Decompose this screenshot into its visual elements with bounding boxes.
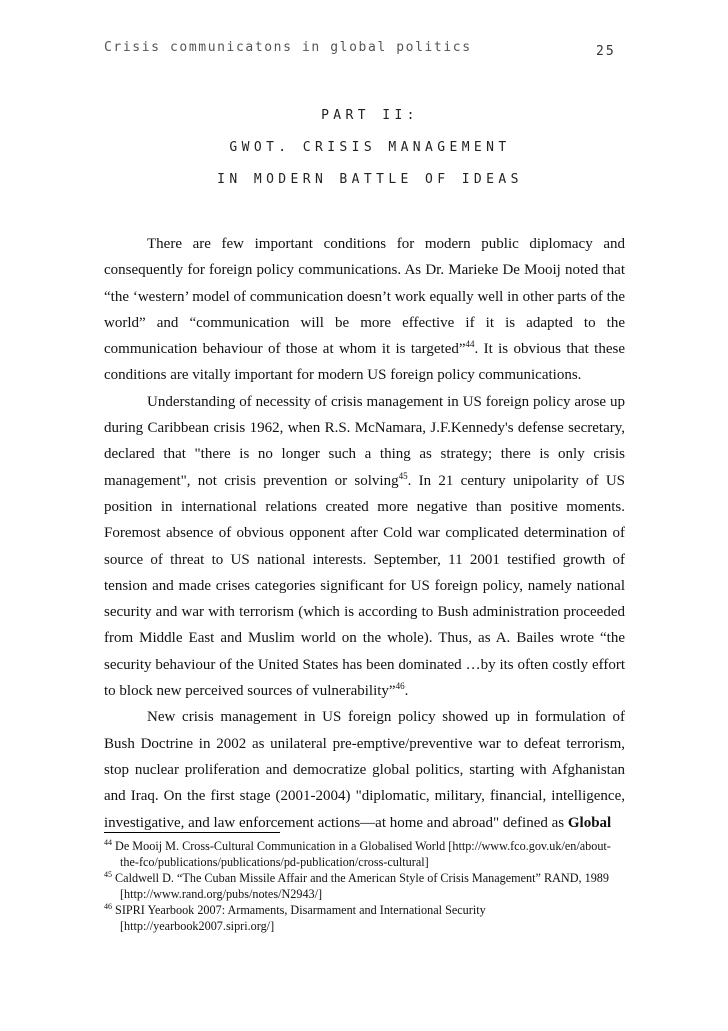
footnote-ref-45[interactable]: 45 xyxy=(398,470,408,481)
paragraph-text: . It is obvious that these conditions are vitally important for modern US foreign policy communications. xyxy=(104,341,625,384)
footnote-ref-44[interactable]: 44 xyxy=(465,339,475,350)
paragraph-text: New crisis management in US foreign policy showed up in formulation of Bush Doctrine in 2002 as unilateral pre-emptive/preventive war to defeat terrorism, stop nuclear proliferation and democratize global politics, starting with Afghanistan and Iraq. On the first stage (2001-2004) "diplomatic, military, financial, intelligence, investigative, and law enforcement actions—at home and abroad" defined as xyxy=(104,709,625,831)
bold-term: Global xyxy=(567,814,612,831)
footnote-text: SIPRI Yearbook 2007: Armaments, Disarmament and International Security [http://yearbook2007.sipri.org/] xyxy=(112,903,486,933)
part-heading: PART II: xyxy=(321,108,419,123)
paragraph-text: Understanding of necessity of crisis management in US foreign policy arose up during Caribbean crisis 1962, when R.S. McNamara, J.F.Kennedy's defense secretary, declared that "there is no longer such a thing as strategy; there is only crisis management", not crisis prevention or solving xyxy=(104,393,625,489)
paragraph-3 xyxy=(104,704,625,835)
body-text xyxy=(104,231,625,836)
footnote-46 xyxy=(104,902,628,934)
footnote-text: De Mooij M. Cross-Cultural Communication in a Globalised World [http://www.fco.gov.uk/en/about-the-fco/publications/publications/pd-publication/cross-cultural] xyxy=(112,839,611,869)
footnote-ref-46[interactable]: 46 xyxy=(395,681,405,692)
footnotes xyxy=(104,838,628,934)
chapter-title-line-2: IN MODERN BATTLE OF IDEAS xyxy=(217,172,523,187)
footnote-text: Caldwell D. “The Cuban Missile Affair and the American Style of Crisis Management” RAND, 1989 [http://www.rand.org/pubs/notes/N2943/] xyxy=(112,871,609,901)
footnote-number: 46 xyxy=(104,901,112,911)
paragraph-text: There are few important conditions for modern public diplomacy and consequently for foreign policy communications. As Dr. Marieke De Mooij noted that “the ‘western’ model of communication doesn’t work equally well in other parts of the world” and “communication will be more effective if it is adapted to the communication behaviour of those at whom it is targeted” xyxy=(104,236,625,358)
footnote-number: 44 xyxy=(104,837,112,847)
running-header: Crisis communicatons in global politics xyxy=(104,40,472,55)
footnote-45 xyxy=(104,870,628,902)
paragraph-1 xyxy=(104,231,625,389)
paragraph-2 xyxy=(104,389,625,705)
footnote-number: 45 xyxy=(104,869,112,879)
footnote-separator xyxy=(104,832,280,833)
paragraph-text: . xyxy=(404,683,409,700)
footnote-44 xyxy=(104,838,628,870)
chapter-title-line-1: GWOT. CRISIS MANAGEMENT xyxy=(229,140,511,155)
paragraph-text: . In 21 century unipolarity of US position in international relations created more negative than positive moments. Foremost absence of obvious opponent after Cold war complicated determination of source of threat to US national interests. September, 11 2001 testified growth of tension and made crises categories significant for US foreign policy, namely national security and war with terrorism (which is according to Bush administration proceeded from Middle East and Muslim world on the whole). Thus, as A. Bailes wrote “the security behaviour of the United States has been dominated …by its often costly effort to block new perceived sources of vulnerability” xyxy=(104,472,625,700)
page-number: 25 xyxy=(596,44,616,59)
